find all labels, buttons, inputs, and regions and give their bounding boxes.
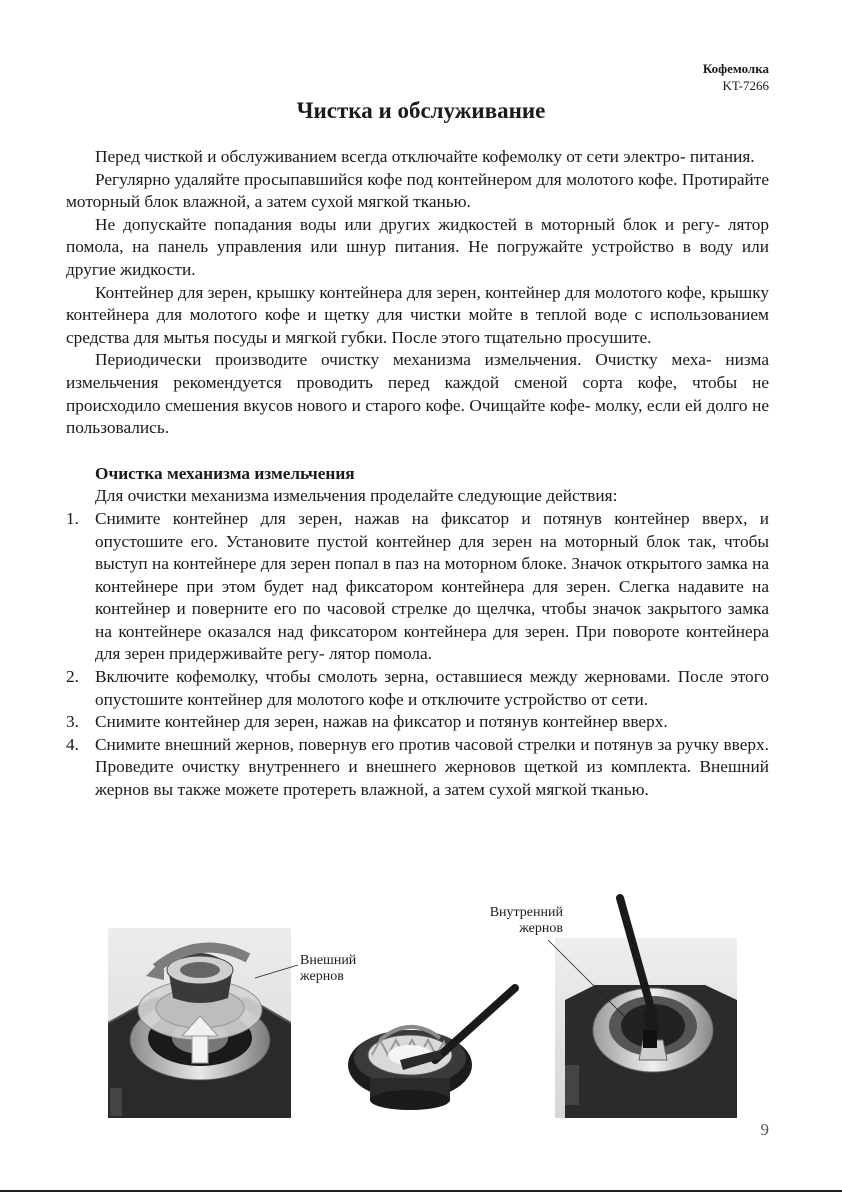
paragraph: Перед чисткой и обслуживанием всегда отключайте кофемолку от сети электро- питания. <box>95 147 755 166</box>
list-item <box>66 734 769 802</box>
inner-burr-label: Внутренний жернов <box>489 905 563 936</box>
list-item <box>66 508 769 666</box>
section-heading: Очистка механизма измельчения <box>95 463 355 483</box>
step-number: 4. <box>66 734 79 754</box>
outer-burr-label: Внешний жернов <box>300 953 357 984</box>
outer-burr-with-brush-illustration <box>340 960 540 1130</box>
paragraph: Не допускайте попадания воды или других жидкостей в моторный блок и регу- лятор помола, на панель управления или шнур питания. Не погружайте устройство в воду или другие жидкости. <box>66 214 769 279</box>
step-text: Снимите внешний жернов, повернув его против часовой стрелки и потянув за ручку вверх. Проведите очистку внутреннего и внешнего жерновов щеткой из комплекта. Внешний жернов вы также можете протереть влажной, а затем сухой мягкой тканью. <box>95 734 769 800</box>
inner-burr-cleaning-illustration <box>555 890 737 1118</box>
page-title: Чистка и обслуживание <box>296 98 546 123</box>
page-bottom-rule <box>0 1190 842 1192</box>
product-name: Кофемолка <box>702 61 769 76</box>
main-text <box>66 146 769 802</box>
grinder-container-removal-illustration <box>108 928 291 1118</box>
steps-list <box>66 508 769 802</box>
step-text: Снимите контейнер для зерен, нажав на фиксатор и потянув контейнер вверх, и опустошите его. Установите пустой контейнер для зерен на моторный блок так, чтобы выступ на контейнере для зерен попал в паз на моторном блоке. Значок открытого замка на контейнере при этом будет над фиксатором контейнера для зерен. Слегка надавите на контейнер и поверните его по часовой стрелке до щелчка, чтобы значок закрытого замка на контейнере оказался над фиксатором контейнера для зерен. При повороте контейнера для зерен придерживайте регу- лятор помола. <box>95 508 769 664</box>
document-header <box>703 60 769 94</box>
model-number: KT-7266 <box>722 78 769 93</box>
paragraph: Регулярно удаляйте просыпавшийся кофе под контейнером для молотого кофе. Протирайте моторный блок влажной, а затем сухой мягкой тканью. <box>66 169 769 212</box>
step-number: 1. <box>66 508 79 528</box>
paragraph: Периодически производите очистку механизма измельчения. Очистку меха- низма измельчения рекомендуется проводить перед каждой сменой сорта кофе, чтобы не происходило смешения вкусов нового и старого кофе. Очищайте кофе- молку, если ей долго не пользовались. <box>66 350 769 438</box>
paragraph: Контейнер для зерен, крышку контейнера для зерен, контейнер для молотого кофе, крышку контейнера для молотого кофе и щетку для чистки мойте в теплой воде с использованием средства для мытья посуды и мягкой губки. После этого тщательно просушите. <box>66 282 769 347</box>
step-number: 2. <box>66 667 79 687</box>
step-text: Снимите контейнер для зерен, нажав на фиксатор и потянув контейнер вверх. <box>95 712 668 732</box>
list-item <box>66 666 769 711</box>
step-text: Включите кофемолку, чтобы смолоть зерна, оставшиеся между жерновами. После этого опустошите контейнер для молотого кофе и отключите устройство от сети. <box>95 667 769 709</box>
section-intro: Для очистки механизма измельчения проделайте следующие действия: <box>95 486 618 506</box>
step-number: 3. <box>66 712 79 732</box>
page-number: 9 <box>760 1120 769 1139</box>
list-item <box>66 711 769 734</box>
